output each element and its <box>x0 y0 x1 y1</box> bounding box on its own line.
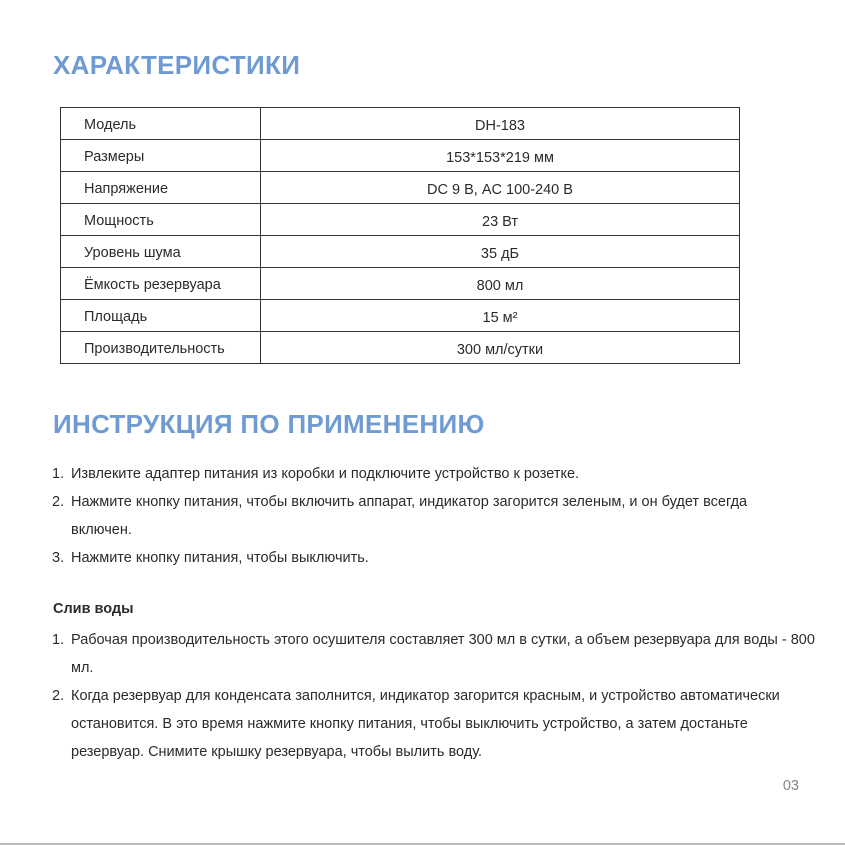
specs-heading: ХАРАКТЕРИСТИКИ <box>53 50 301 80</box>
step-number: 2. <box>52 494 65 510</box>
list-item <box>52 682 822 766</box>
step-text: Рабочая производительность этого осушителя составляет 300 мл в сутки, а объем резервуара для воды - 800 мл. <box>71 632 815 676</box>
spec-label-dimensions: Размеры <box>61 140 261 172</box>
spec-value-dimensions: 153*153*219 мм <box>261 140 740 172</box>
table-row <box>61 300 740 332</box>
spec-value-tank: 800 мл <box>261 268 740 300</box>
drain-subheading: Слив воды <box>53 601 134 617</box>
table-row <box>61 332 740 364</box>
step-text: Когда резервуар для конденсата заполнится, индикатор загорится красным, и устройство автоматически остановится. В это время нажмите кнопку питания, чтобы выключить устройство, а затем достаньте резервуар. Снимите крышку резервуара, чтобы вылить воду. <box>71 688 780 760</box>
step-number: 3. <box>52 550 65 566</box>
table-row <box>61 236 740 268</box>
table-row <box>61 204 740 236</box>
step-number: 2. <box>52 688 65 704</box>
step-number: 1. <box>52 466 65 482</box>
step-text: Извлеките адаптер питания из коробки и подключите устройство к розетке. <box>71 466 580 482</box>
list-item <box>52 626 822 682</box>
usage-heading: ИНСТРУКЦИЯ ПО ПРИМЕНЕНИЮ <box>53 409 485 439</box>
spec-value-power: 23 Вт <box>261 204 740 236</box>
spec-label-capacity: Производительность <box>61 332 261 364</box>
step-text: Нажмите кнопку питания, чтобы включить аппарат, индикатор загорится зеленым, и он будет всегда включен. <box>71 494 748 538</box>
table-row <box>61 172 740 204</box>
spec-value-voltage: DC 9 В, AC 100-240 В <box>261 172 740 204</box>
spec-label-model: Модель <box>61 108 261 140</box>
list-item <box>52 544 812 572</box>
step-text: Нажмите кнопку питания, чтобы выключить. <box>71 550 369 566</box>
spec-value-capacity: 300 мл/сутки <box>261 332 740 364</box>
spec-label-noise: Уровень шума <box>61 236 261 268</box>
spec-label-area: Площадь <box>61 300 261 332</box>
spec-value-area: 15 м² <box>261 300 740 332</box>
specs-table <box>60 107 740 364</box>
spec-label-tank: Ёмкость резервуара <box>61 268 261 300</box>
step-number: 1. <box>52 632 65 648</box>
page-number: 03 <box>782 778 799 794</box>
list-item <box>52 488 812 544</box>
drain-steps-list <box>52 626 822 766</box>
spec-label-voltage: Напряжение <box>61 172 261 204</box>
spec-value-model: DH-183 <box>261 108 740 140</box>
table-row <box>61 140 740 172</box>
list-item <box>52 460 812 488</box>
table-row <box>61 268 740 300</box>
table-row <box>61 108 740 140</box>
spec-label-power: Мощность <box>61 204 261 236</box>
spec-value-noise: 35 дБ <box>261 236 740 268</box>
usage-steps-list <box>52 460 812 572</box>
